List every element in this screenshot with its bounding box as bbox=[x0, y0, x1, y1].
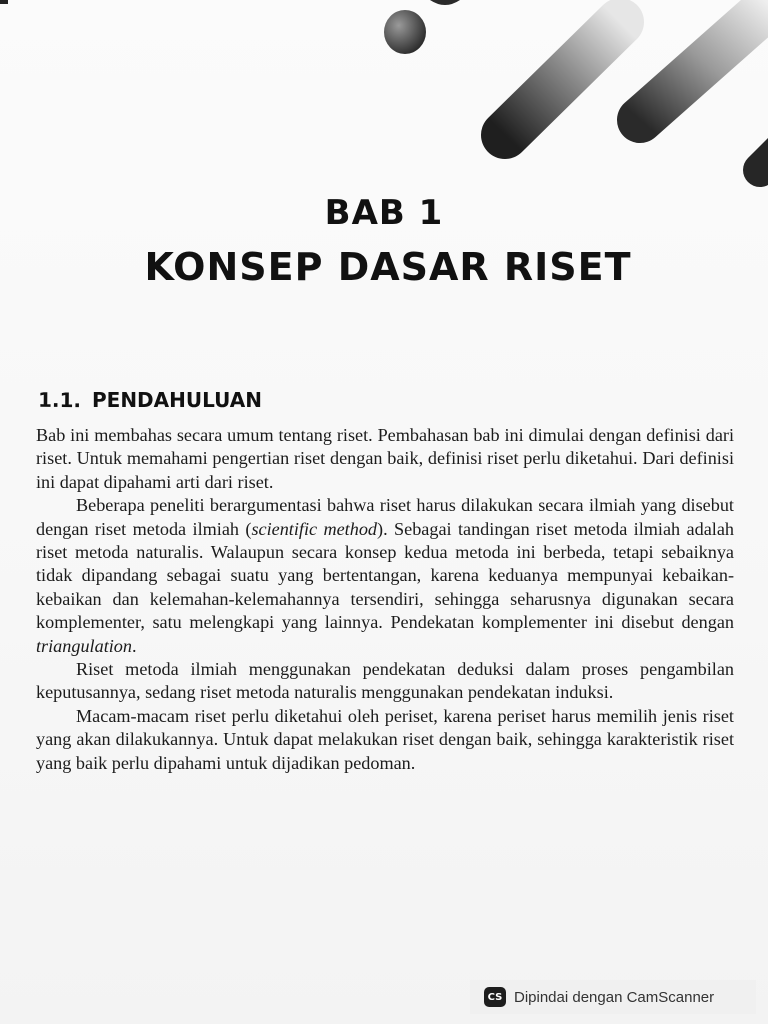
decor-pill-right bbox=[640, 5, 768, 120]
watermark-text: Dipindai dengan CamScanner bbox=[514, 988, 715, 1006]
camscanner-icon: CS bbox=[484, 987, 506, 1007]
term-triangulation: triangulation bbox=[36, 635, 132, 656]
decor-top-arc bbox=[430, 0, 460, 5]
decorative-header-shapes bbox=[0, 0, 768, 200]
paragraph-intro: Bab ini membahas secara umum tentang riset. Pembahasan bab ini dimulai dengan definisi dari riset. Untuk memahami pengertian riset dengan baik, definisi riset perlu diketahui. Dari definisi ini dapat dipahami arti dari riset. bbox=[36, 425, 734, 492]
decor-circle bbox=[384, 10, 426, 54]
chapter-title: KONSEP DASAR RISET bbox=[144, 245, 632, 289]
decor-pill-small bbox=[760, 140, 768, 170]
body-text bbox=[36, 424, 734, 775]
camscanner-watermark bbox=[470, 980, 756, 1014]
decor-pill-large bbox=[505, 22, 620, 135]
section-title: PENDAHULUAN bbox=[92, 388, 262, 412]
paragraph-deduction: Riset metoda ilmiah menggunakan pendekatan deduksi dalam proses pengambilan keputusannya, sedang riset metoda naturalis menggunakan pendekatan induksi. bbox=[36, 659, 734, 703]
chapter-number: BAB 1 bbox=[324, 193, 444, 233]
section-heading bbox=[38, 388, 262, 412]
paragraph-methods: Beberapa peneliti berargumentasi bahwa riset harus dilakukan secara ilmiah yang disebut dengan riset metoda ilmiah (scientific method). Sebagai tandingan riset metoda ilmiah adalah riset metoda naturalis. Walaupun secara konsep kedua metoda ini berbeda, tetapi sebaiknya tidak dipandang sebagai suatu yang bertentangan, karena keduanya mempunyai kebaikan-kebaikan dan kelemahan-kelemahannya tersendiri, sehingga seharusnya digunakan secara komplementer, satu melengkapi yang lainnya. Pendekatan komplementer ini disebut dengan triangulation. bbox=[36, 495, 734, 656]
paragraph-types: Macam-macam riset perlu diketahui oleh periset, karena periset harus memilih jenis riset yang akan dilakukannya. Untuk dapat melakukan riset dengan baik, sehingga karakteristik riset yang baik perlu dipahami untuk dijadikan pedoman. bbox=[36, 705, 734, 773]
term-scientific-method: scientific method bbox=[251, 518, 378, 539]
section-number: 1.1. bbox=[37, 387, 82, 413]
